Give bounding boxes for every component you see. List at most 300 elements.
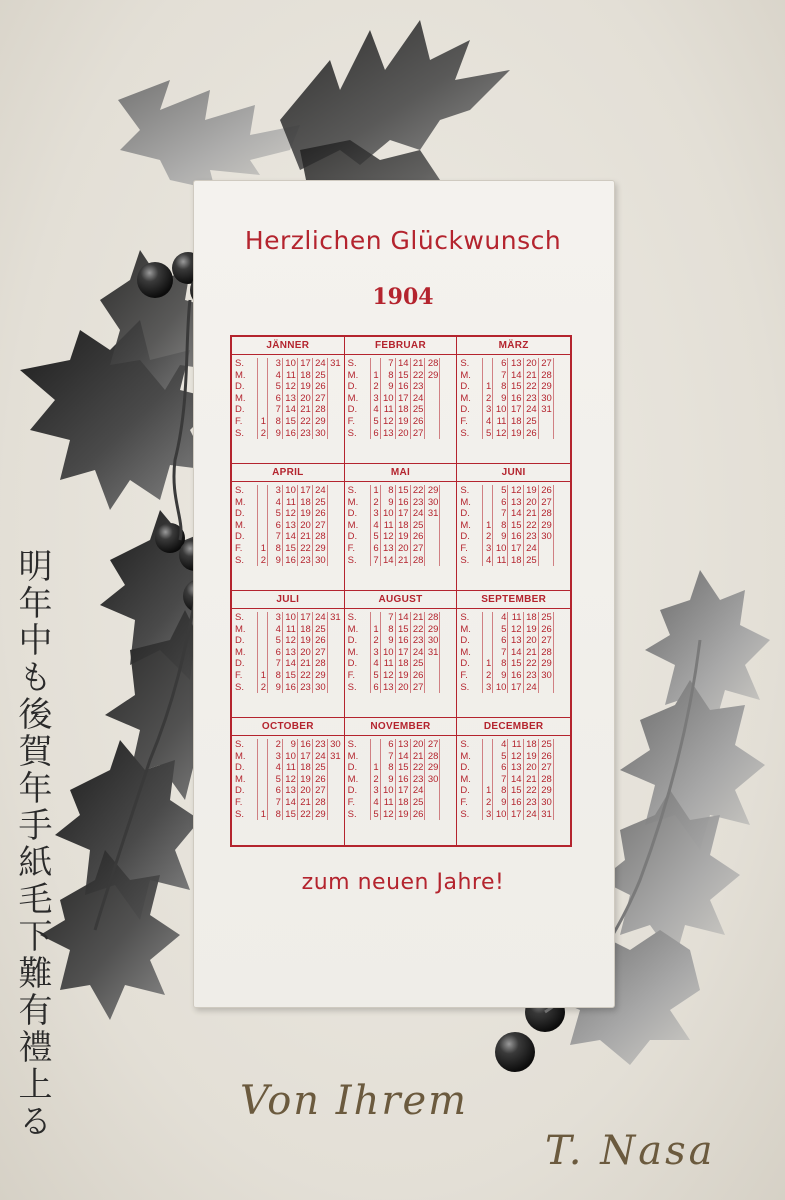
day-number: 5 xyxy=(267,774,282,786)
day-number xyxy=(327,658,342,670)
day-number: 3 xyxy=(370,393,380,405)
day-number xyxy=(424,555,439,567)
holly-leaf xyxy=(40,850,180,1020)
day-number: 8 xyxy=(267,416,282,428)
holly-berry xyxy=(137,262,173,298)
day-number xyxy=(327,797,342,809)
day-number: 3 xyxy=(370,785,380,797)
day-number xyxy=(538,682,553,694)
day-number: 21 xyxy=(523,508,538,520)
month-block xyxy=(345,591,458,718)
day-number: 7 xyxy=(370,555,380,567)
day-number: 4 xyxy=(482,416,492,428)
day-number: 25 xyxy=(523,416,538,428)
day-number: 5 xyxy=(267,508,282,520)
day-number: 17 xyxy=(297,485,312,497)
day-number: 29 xyxy=(312,670,327,682)
weekday-label: M. xyxy=(347,750,359,762)
day-number: 9 xyxy=(380,774,395,786)
day-number xyxy=(327,393,342,405)
day-number: 7 xyxy=(267,797,282,809)
day-number: 2 xyxy=(267,739,282,751)
day-number xyxy=(553,670,568,682)
year-calendar xyxy=(230,335,572,847)
weekday-label: M. xyxy=(460,369,471,381)
month-days-grid xyxy=(457,482,570,566)
day-number xyxy=(327,381,342,393)
month-days-grid xyxy=(232,609,344,693)
day-number xyxy=(553,543,568,555)
day-number: 20 xyxy=(297,647,312,659)
day-number: 23 xyxy=(297,682,312,694)
day-number xyxy=(553,520,568,532)
day-number: 26 xyxy=(410,531,425,543)
day-number xyxy=(439,520,454,532)
day-number: 4 xyxy=(267,762,282,774)
day-number: 17 xyxy=(507,682,522,694)
day-number: 19 xyxy=(297,635,312,647)
day-number: 25 xyxy=(410,658,425,670)
day-number: 4 xyxy=(482,555,492,567)
day-number: 11 xyxy=(380,797,395,809)
day-number: 4 xyxy=(370,404,380,416)
day-number: 1 xyxy=(482,520,492,532)
day-number xyxy=(257,370,267,382)
day-number: 26 xyxy=(312,508,327,520)
day-number: 26 xyxy=(538,751,553,763)
day-number: 9 xyxy=(380,635,395,647)
day-number: 11 xyxy=(507,739,522,751)
day-number xyxy=(257,497,267,509)
day-number xyxy=(424,381,439,393)
day-number: 8 xyxy=(267,670,282,682)
handwritten-signature-line1: Von Ihrem xyxy=(240,1078,469,1124)
weekday-label: M. xyxy=(235,369,246,381)
day-number: 10 xyxy=(282,612,297,624)
month-block xyxy=(345,718,458,845)
day-number: 9 xyxy=(267,555,282,567)
weekday-label: M. xyxy=(235,623,246,635)
day-number: 31 xyxy=(327,358,342,370)
day-number: 9 xyxy=(267,428,282,440)
day-number: 14 xyxy=(395,612,410,624)
day-number: 25 xyxy=(538,612,553,624)
day-number: 16 xyxy=(395,774,410,786)
day-number: 23 xyxy=(410,381,425,393)
weekday-label: D. xyxy=(347,508,358,520)
day-number: 17 xyxy=(395,785,410,797)
weekday-label: D. xyxy=(347,762,358,774)
day-number xyxy=(553,658,568,670)
day-number xyxy=(482,497,492,509)
day-number xyxy=(553,531,568,543)
weekday-label: D. xyxy=(460,531,470,543)
weekday-label: D. xyxy=(460,658,470,670)
day-number: 22 xyxy=(297,809,312,821)
weekday-label: S. xyxy=(347,612,357,623)
day-number: 12 xyxy=(507,624,522,636)
day-number: 1 xyxy=(482,785,492,797)
day-number: 10 xyxy=(282,358,297,370)
day-number: 13 xyxy=(507,497,522,509)
day-number: 13 xyxy=(380,428,395,440)
day-number: 21 xyxy=(297,531,312,543)
month-name: NOVEMBER xyxy=(345,718,457,736)
day-number xyxy=(439,739,454,751)
day-number: 20 xyxy=(297,393,312,405)
holly-berry xyxy=(495,1032,535,1072)
day-number: 3 xyxy=(482,543,492,555)
day-number xyxy=(424,809,439,821)
day-number: 25 xyxy=(523,555,538,567)
day-number xyxy=(482,612,492,624)
weekday-label: S. xyxy=(347,554,357,566)
day-number: 16 xyxy=(507,670,522,682)
day-number xyxy=(257,647,267,659)
day-number xyxy=(482,774,492,786)
month-block xyxy=(232,464,345,591)
day-number: 11 xyxy=(507,612,522,624)
weekday-label: M. xyxy=(460,646,471,658)
day-number: 4 xyxy=(370,658,380,670)
day-number xyxy=(439,612,454,624)
day-number: 15 xyxy=(395,762,410,774)
day-number: 2 xyxy=(257,555,267,567)
day-number: 9 xyxy=(380,381,395,393)
day-number xyxy=(370,612,380,624)
day-number: 8 xyxy=(380,485,395,497)
day-number xyxy=(553,485,568,497)
day-number: 1 xyxy=(257,670,267,682)
day-number xyxy=(257,485,267,497)
day-number: 18 xyxy=(507,555,522,567)
day-number xyxy=(424,404,439,416)
day-number: 14 xyxy=(282,404,297,416)
day-number: 13 xyxy=(282,785,297,797)
day-number: 3 xyxy=(267,751,282,763)
day-number: 18 xyxy=(297,370,312,382)
day-number: 19 xyxy=(395,416,410,428)
day-number xyxy=(424,682,439,694)
day-number xyxy=(327,370,342,382)
day-number xyxy=(257,393,267,405)
day-number: 30 xyxy=(312,428,327,440)
day-number: 21 xyxy=(523,647,538,659)
day-number: 28 xyxy=(538,647,553,659)
day-number: 23 xyxy=(297,428,312,440)
day-number xyxy=(439,508,454,520)
day-number: 7 xyxy=(380,358,395,370)
weekday-label: M. xyxy=(347,369,359,381)
day-number: 9 xyxy=(492,797,507,809)
day-number xyxy=(327,520,342,532)
month-block xyxy=(232,718,345,845)
day-number: 2 xyxy=(370,774,380,786)
day-number xyxy=(553,393,568,405)
day-number: 7 xyxy=(267,658,282,670)
day-number: 14 xyxy=(282,531,297,543)
day-number xyxy=(327,682,342,694)
day-number xyxy=(439,635,454,647)
day-number: 19 xyxy=(395,809,410,821)
day-number: 22 xyxy=(523,381,538,393)
day-number: 8 xyxy=(380,370,395,382)
day-number: 10 xyxy=(492,809,507,821)
weekday-label: S. xyxy=(347,808,357,820)
day-number: 16 xyxy=(395,635,410,647)
weekday-label: M. xyxy=(460,392,471,404)
day-number: 6 xyxy=(267,393,282,405)
day-number: 25 xyxy=(410,797,425,809)
day-number: 17 xyxy=(395,508,410,520)
day-number: 11 xyxy=(492,416,507,428)
weekday-label: S. xyxy=(460,358,470,369)
day-number xyxy=(553,416,568,428)
month-days-grid xyxy=(232,736,344,820)
weekday-label: D. xyxy=(460,762,470,774)
day-number: 30 xyxy=(424,497,439,509)
day-number: 2 xyxy=(482,670,492,682)
day-number xyxy=(327,508,342,520)
day-number xyxy=(327,809,342,821)
day-number xyxy=(482,358,492,370)
day-number xyxy=(553,797,568,809)
day-number xyxy=(439,809,454,821)
day-number: 17 xyxy=(395,393,410,405)
weekday-label: D. xyxy=(235,658,245,670)
day-number: 16 xyxy=(395,497,410,509)
day-number: 9 xyxy=(267,682,282,694)
weekday-label: F. xyxy=(460,542,468,554)
day-number xyxy=(439,393,454,405)
day-number: 24 xyxy=(312,358,327,370)
day-number: 27 xyxy=(538,358,553,370)
month-name: SEPTEMBER xyxy=(457,591,570,609)
day-number: 18 xyxy=(297,497,312,509)
day-number: 15 xyxy=(507,381,522,393)
day-number: 30 xyxy=(538,670,553,682)
day-number xyxy=(327,555,342,567)
weekday-label: M. xyxy=(347,392,359,404)
weekday-label: S. xyxy=(347,427,357,439)
handwritten-signature-line2: T. Nasa xyxy=(545,1128,716,1174)
day-number: 29 xyxy=(538,381,553,393)
day-number: 25 xyxy=(312,497,327,509)
day-number: 4 xyxy=(492,739,507,751)
day-number: 22 xyxy=(410,762,425,774)
day-number: 27 xyxy=(410,428,425,440)
day-number: 15 xyxy=(507,785,522,797)
month-block xyxy=(345,464,458,591)
handwritten-inscription: 明年中も後賀年手紙毛下難有禮上る xyxy=(12,548,52,1140)
day-number: 27 xyxy=(312,647,327,659)
day-number xyxy=(553,682,568,694)
day-number: 21 xyxy=(297,658,312,670)
day-number xyxy=(257,624,267,636)
day-number: 7 xyxy=(492,508,507,520)
day-number xyxy=(482,485,492,497)
day-number: 30 xyxy=(424,774,439,786)
day-number: 11 xyxy=(380,658,395,670)
day-number xyxy=(553,508,568,520)
day-number: 25 xyxy=(312,624,327,636)
day-number: 10 xyxy=(492,543,507,555)
day-number xyxy=(482,624,492,636)
day-number xyxy=(439,762,454,774)
day-number xyxy=(538,428,553,440)
day-number: 20 xyxy=(297,785,312,797)
day-number: 4 xyxy=(267,370,282,382)
day-number: 18 xyxy=(523,739,538,751)
day-number: 27 xyxy=(424,739,439,751)
day-number: 26 xyxy=(410,416,425,428)
day-number xyxy=(439,797,454,809)
day-number: 13 xyxy=(507,358,522,370)
weekday-label: D. xyxy=(460,404,470,416)
month-name: DECEMBER xyxy=(457,718,570,736)
day-number: 22 xyxy=(410,485,425,497)
day-number: 2 xyxy=(370,381,380,393)
day-number: 2 xyxy=(482,531,492,543)
day-number: 16 xyxy=(282,428,297,440)
day-number: 5 xyxy=(492,751,507,763)
weekday-label: F. xyxy=(460,669,468,681)
day-number xyxy=(439,543,454,555)
day-number: 20 xyxy=(395,428,410,440)
day-number xyxy=(439,381,454,393)
day-number: 27 xyxy=(538,762,553,774)
day-number: 12 xyxy=(282,774,297,786)
month-name: MAI xyxy=(345,464,457,482)
day-number: 16 xyxy=(507,393,522,405)
day-number: 5 xyxy=(370,531,380,543)
day-number xyxy=(553,358,568,370)
day-number: 30 xyxy=(538,531,553,543)
weekday-label: D. xyxy=(460,635,470,647)
weekday-label: D. xyxy=(460,381,470,393)
day-number xyxy=(553,370,568,382)
day-number: 25 xyxy=(410,520,425,532)
day-number: 12 xyxy=(492,428,507,440)
month-name: JUNI xyxy=(457,464,570,482)
weekday-label: D. xyxy=(235,381,245,393)
day-number: 6 xyxy=(267,647,282,659)
day-number: 26 xyxy=(312,774,327,786)
weekday-label: D. xyxy=(347,635,358,647)
day-number: 21 xyxy=(297,797,312,809)
day-number: 11 xyxy=(282,497,297,509)
month-days-grid xyxy=(345,482,457,566)
day-number xyxy=(538,416,553,428)
day-number: 10 xyxy=(492,404,507,416)
weekday-label: S. xyxy=(460,554,470,566)
weekday-label: M. xyxy=(235,750,246,762)
weekday-label: M. xyxy=(460,750,471,762)
day-number: 25 xyxy=(410,404,425,416)
weekday-label: M. xyxy=(235,773,246,785)
day-number: 19 xyxy=(297,508,312,520)
weekday-label: M. xyxy=(460,496,471,508)
day-number: 18 xyxy=(395,797,410,809)
day-number xyxy=(553,381,568,393)
day-number xyxy=(257,404,267,416)
day-number: 28 xyxy=(538,508,553,520)
weekday-label: D. xyxy=(460,508,470,520)
day-number: 31 xyxy=(424,508,439,520)
day-number: 27 xyxy=(410,682,425,694)
day-number: 27 xyxy=(410,543,425,555)
day-number: 22 xyxy=(297,543,312,555)
day-number: 14 xyxy=(395,358,410,370)
day-number: 30 xyxy=(538,393,553,405)
weekday-label: S. xyxy=(347,485,357,496)
weekday-label: F. xyxy=(235,542,243,554)
weekday-label: M. xyxy=(347,773,359,785)
day-number xyxy=(553,751,568,763)
day-number: 8 xyxy=(492,658,507,670)
day-number: 10 xyxy=(380,393,395,405)
day-number: 14 xyxy=(282,658,297,670)
day-number xyxy=(439,658,454,670)
day-number: 30 xyxy=(538,797,553,809)
weekday-label: S. xyxy=(347,739,357,750)
day-number xyxy=(424,670,439,682)
weekday-label: D. xyxy=(235,785,245,797)
day-number xyxy=(370,739,380,751)
day-number: 7 xyxy=(380,612,395,624)
day-number: 5 xyxy=(267,381,282,393)
day-number: 17 xyxy=(297,751,312,763)
day-number: 31 xyxy=(327,751,342,763)
month-days-grid xyxy=(345,736,457,820)
day-number xyxy=(553,428,568,440)
day-number: 1 xyxy=(482,381,492,393)
weekday-label: S. xyxy=(460,808,470,820)
day-number: 23 xyxy=(312,739,327,751)
day-number: 11 xyxy=(380,520,395,532)
day-number: 12 xyxy=(380,416,395,428)
day-number: 7 xyxy=(267,531,282,543)
day-number: 11 xyxy=(492,555,507,567)
weekday-label: S. xyxy=(460,427,470,439)
day-number: 1 xyxy=(370,485,380,497)
day-number: 7 xyxy=(492,774,507,786)
day-number: 31 xyxy=(538,404,553,416)
day-number: 20 xyxy=(523,358,538,370)
day-number: 26 xyxy=(312,635,327,647)
day-number: 24 xyxy=(523,809,538,821)
day-number xyxy=(553,497,568,509)
day-number xyxy=(553,762,568,774)
day-number: 20 xyxy=(523,635,538,647)
day-number: 7 xyxy=(492,370,507,382)
day-number: 19 xyxy=(523,485,538,497)
day-number xyxy=(424,428,439,440)
day-number: 7 xyxy=(492,647,507,659)
day-number xyxy=(327,647,342,659)
weekday-label: D. xyxy=(235,531,245,543)
day-number: 11 xyxy=(380,404,395,416)
day-number xyxy=(553,612,568,624)
day-number: 10 xyxy=(380,647,395,659)
day-number xyxy=(538,543,553,555)
day-number: 18 xyxy=(297,762,312,774)
day-number xyxy=(538,555,553,567)
day-number: 5 xyxy=(370,416,380,428)
weekday-label: M. xyxy=(235,392,246,404)
weekday-label: S. xyxy=(235,612,244,623)
month-name: AUGUST xyxy=(345,591,457,609)
